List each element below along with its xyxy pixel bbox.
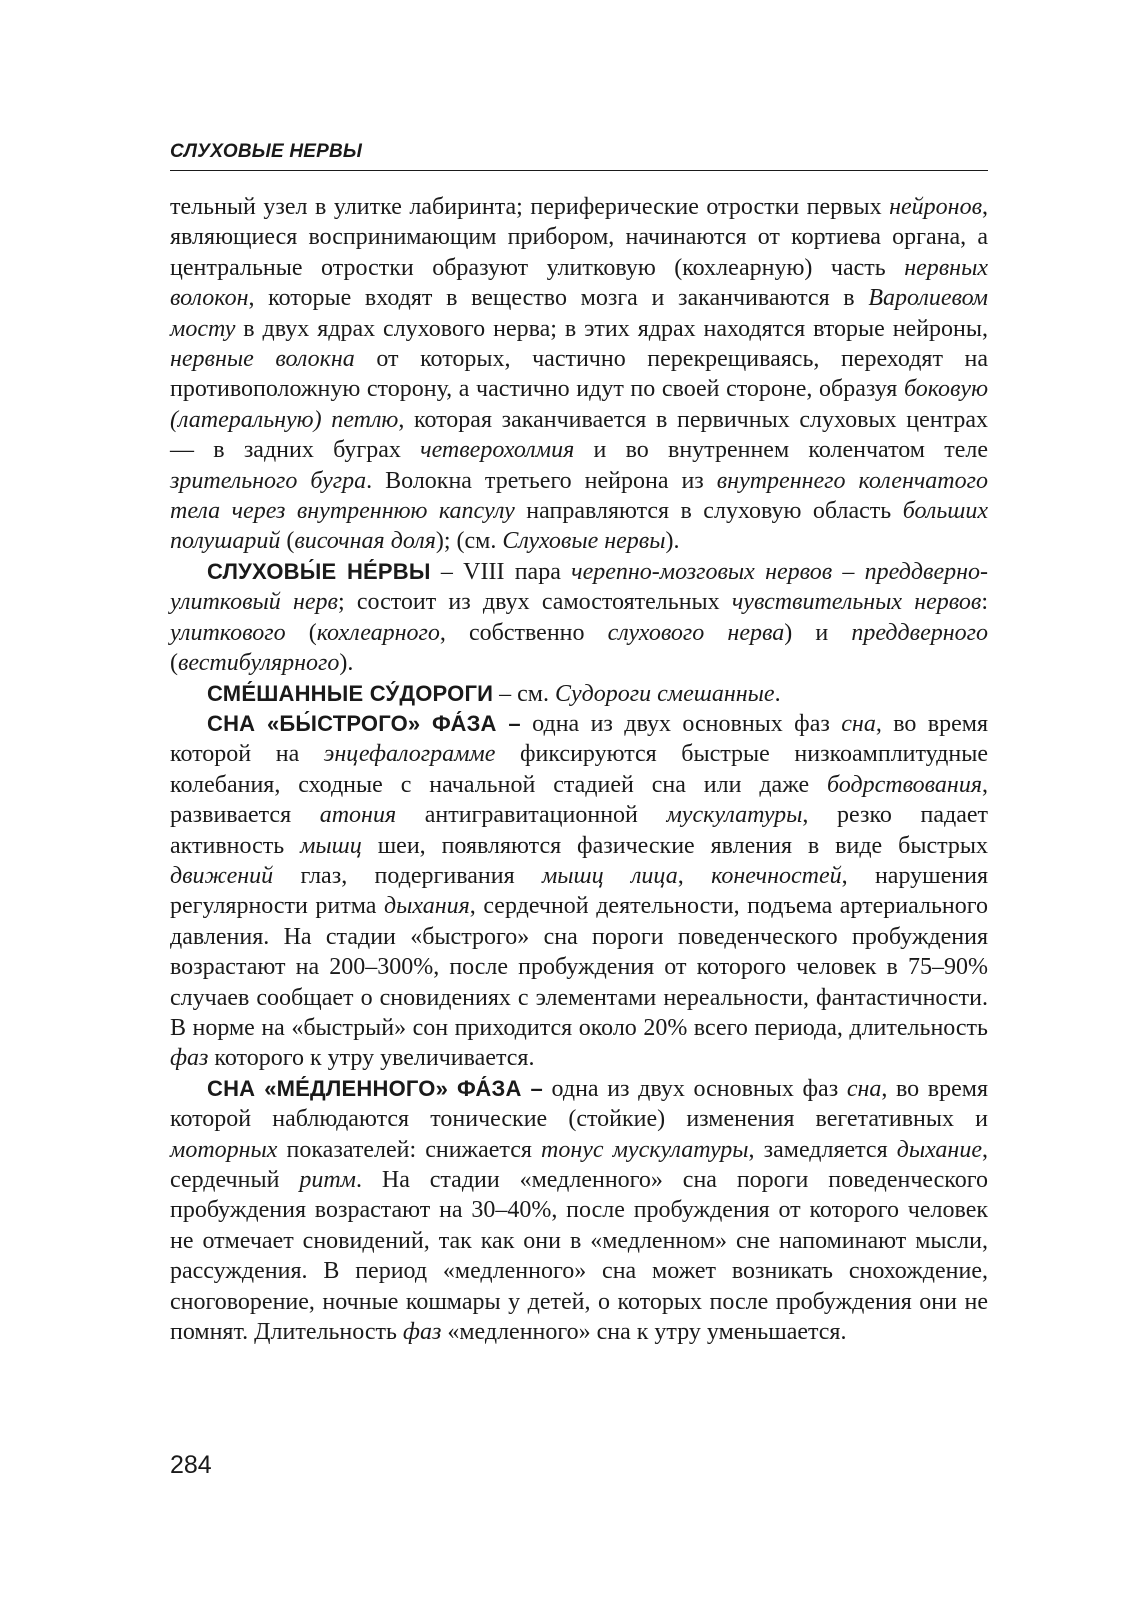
dictionary-text (170, 192, 988, 1347)
text-run: направляются в слуховую область (514, 498, 903, 525)
text-run: ( (285, 619, 317, 646)
text-run: шеи, появляются фазические явления в виде быстрых (361, 832, 989, 859)
text-run: , во время которой наблюдаются тонические (стойкие) изменения вегетативных и (170, 1075, 988, 1133)
text-run: ); (см. (435, 528, 503, 555)
text-run: . На стадии «медленного» сна пороги поведенческого пробуждения возрастают на 30–40%, после пробуждения от которого человек не отмечает сновидений, так как они в «медленном» сне напоминают мысли, рассуждения. В период «медленного» сна может возникать снохождение, сноговорение, ночные кошмары у детей, о которых после пробуждения они не помнят. Длительность (170, 1167, 988, 1346)
text-run: и во внутреннем коленчатом теле (574, 437, 988, 464)
text-run: . (774, 680, 781, 707)
italic-term: фаз (402, 1319, 442, 1346)
text-run: , развивается (170, 771, 988, 829)
italic-term: преддверного (851, 619, 988, 646)
italic-term: нервные волокна (170, 346, 355, 373)
text-run: глаз, подергивания (273, 862, 542, 889)
text-run: , собственно (439, 619, 608, 646)
text-run: , сердечный (170, 1136, 988, 1193)
text-run: , резко падает активность (170, 802, 988, 859)
italic-term: нейронов (889, 194, 982, 220)
text-run: ( (170, 650, 178, 677)
running-head: СЛУХОВЫЕ НЕРВЫ (170, 140, 988, 171)
italic-term: фаз (170, 1045, 209, 1072)
text-run: , замедляется (748, 1136, 897, 1163)
cross-reference: Судороги смешанные (555, 680, 775, 707)
text-run: показателей: снижается (277, 1136, 541, 1163)
entry-slow-sleep-phase (170, 1074, 988, 1348)
text-run: , которые входят в вещество мозга и заканчиваются в (248, 285, 869, 312)
text-run: «медленного» сна к утру уменьшается. (441, 1319, 847, 1346)
text-run: ). (665, 528, 680, 555)
italic-term: мускулатуры (666, 802, 803, 829)
text-run: которого к утру увеличивается. (208, 1045, 535, 1072)
text-run: одна из двух основных фаз (542, 1075, 847, 1102)
italic-term: височная доля (294, 528, 436, 555)
italic-term: дыхания (384, 893, 470, 920)
italic-term: мышц лица (541, 862, 678, 889)
italic-term: слухового нерва (607, 619, 785, 646)
text-run: , во время которой на (170, 710, 988, 768)
text-run: . Волокна третьего нейрона из (366, 467, 717, 494)
entry-headword: СМЕ́ШАННЫЕ СУ́ДОРОГИ (207, 680, 494, 706)
text-run: ; состоит из двух самостоятельных (337, 589, 732, 616)
entry-headword: СЛУХОВЫ́Е НЕ́РВЫ (207, 558, 431, 584)
text-run: : (981, 589, 988, 616)
entry-auditory-nerves (170, 557, 988, 679)
italic-term: боковую (латеральную) петлю (170, 376, 988, 433)
italic-term: ритм (299, 1167, 356, 1193)
italic-term: Варолиевом мосту (170, 285, 988, 342)
page-number: 284 (170, 1451, 212, 1479)
italic-term: бодрствования (827, 771, 982, 798)
italic-term: четверохолмия (420, 437, 575, 464)
text-run: , (677, 862, 712, 889)
italic-term: внутреннего коленчатого тела через внутреннюю капсулу (170, 467, 988, 525)
italic-term: кохлеарного (316, 619, 440, 646)
italic-term: нервных волокон (170, 254, 988, 312)
italic-term: моторных (170, 1136, 278, 1163)
text-run: тельный узел в улитке лабиринта; периферические отростки первых (170, 194, 890, 220)
text-run: , нарушения регулярности ритма (170, 862, 988, 920)
italic-term: чувствительных нервов (731, 589, 982, 616)
continuation-paragraph (170, 192, 988, 557)
text-run: – VIII пара (430, 558, 572, 585)
italic-term: больших полушарий (170, 498, 989, 555)
text-run: ) и (784, 619, 852, 646)
cross-reference: Слуховые нервы (502, 528, 666, 555)
italic-term: сна (846, 1075, 882, 1102)
italic-term: мышц (300, 832, 362, 859)
italic-term: атония (319, 802, 397, 829)
entry-rem-sleep-phase (170, 709, 988, 1074)
italic-term: дыхание (896, 1136, 982, 1163)
text-run: одна из двух основных фаз (520, 710, 842, 737)
entry-headword: СНА «МЕ́ДЛЕННОГО» ФА́ЗА – (207, 1075, 543, 1101)
text-run: – см. (493, 680, 555, 707)
italic-term: вестибулярного (178, 650, 340, 677)
text-run: антигравитационной (396, 802, 667, 829)
italic-term: движений (170, 862, 274, 889)
entry-mixed-seizures (170, 679, 988, 709)
text-run: от которых, частично перекрещиваясь, переходят на противоположную сторону, а частично идут по своей стороне, образуя (170, 346, 988, 403)
italic-term: черепно-мозговых нервов – преддверно-улитковый нерв (170, 558, 988, 616)
text-run: фиксируются быстрые низкоамплитудные колебания, сходные с начальной стадией сна или даже (170, 741, 988, 798)
text-run: ( (280, 528, 295, 555)
italic-term: конечностей (711, 862, 842, 889)
italic-term: тонус мускулатуры (540, 1136, 749, 1163)
text-run: , сердечной деятельности, подъема артериального давления. На стадии «быстрого» сна пороги поведенческого пробуждения возрастают на 200–300%, после пробуждения от которого человек в 75–90% случаев сообщает о сновидениях с элементами нереальности, фантастичности. В норме на «быстрый» сон приходится около 20% всего периода, длительность (170, 893, 988, 1041)
text-run: , являющиеся воспринимающим прибором, начинаются от кортиева органа, а центральные отростки образуют улитковую (кохлеарную) часть (170, 194, 988, 281)
italic-term: сна (841, 710, 876, 737)
italic-term: энцефалограмме (323, 741, 496, 768)
text-run: в двух ядрах слухового нерва; в этих ядрах находятся вторые нейроны, (235, 315, 988, 342)
italic-term: улиткового (170, 619, 286, 646)
entry-headword: СНА «БЫ́СТРОГО» ФА́ЗА – (207, 710, 521, 736)
italic-term: зрительного бугра (170, 467, 367, 494)
text-run: ). (339, 650, 354, 677)
text-run: , которая заканчивается в первичных слуховых центрах — в задних буграх (170, 406, 988, 464)
